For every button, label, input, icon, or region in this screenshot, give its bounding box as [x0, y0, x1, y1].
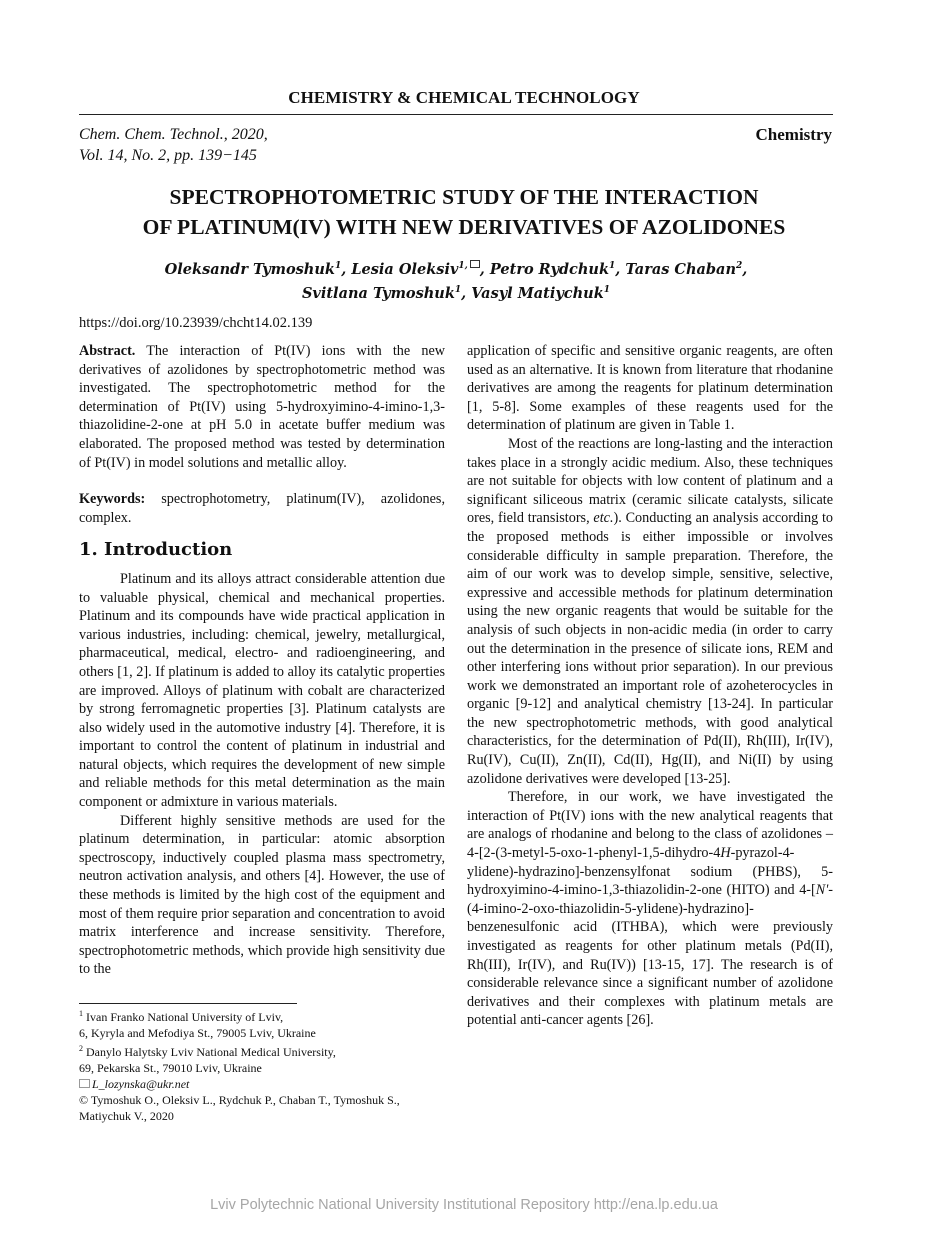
article-title	[0, 182, 928, 242]
author-affiliation: 1	[454, 284, 462, 295]
author-name: Svitlana Tymoshuk	[301, 284, 455, 302]
author-list	[0, 256, 912, 304]
abstract-text: The interaction of Pt(IV) ions with the new derivatives of azolidones by spectrophotometric method was investigated. The spectrophotometric method for the determination of Pt(IV) using 5-hydroxyimino-4-imino-1,3-thiazolidine-2-one at pH 5.0 in acetate buffer medium was elaborated. The proposed method was tested by determination of Pt(IV) in model solutions and metallic alloy.	[79, 343, 445, 471]
footnote-affiliation-2: $^2$ Danylo Halytsky Lviv National Medical University,	[79, 1044, 336, 1059]
journal-name: CHEMISTRY & CHEMICAL TECHNOLOGY	[288, 88, 640, 107]
authors-line-1: Oleksandr Tymoshuk$^1$, Lesia Oleksiv$^{1,}$ , Petro Rydchuk$^1$, Taras Chaban$^2$,	[164, 260, 748, 278]
author-name: Petro Rydchuk	[489, 260, 610, 278]
doi-link[interactable]: https://doi.org/10.23939/chcht14.02.139	[79, 315, 313, 331]
keywords-text: spectrophotometry, platinum(IV), azolidones, complex.	[79, 491, 445, 526]
author-affiliation: 1	[603, 284, 611, 295]
right-column	[467, 342, 833, 1030]
repository-footer: Lviv Polytechnic National University Institutional Repository http://ena.lp.edu.ua	[210, 1197, 718, 1213]
footnote-email	[79, 1076, 445, 1092]
section-label: Chemistry	[755, 125, 832, 144]
citation	[79, 124, 268, 166]
citation-line-2: Vol. 14, No. 2, pp. 139−145	[79, 147, 257, 164]
footnote-copyright: © Tymoshuk O., Oleksiv L., Rydchuk P., Chaban T., Tymoshuk S., Matiychuk V., 2020	[79, 1093, 400, 1123]
author-name: Lesia Oleksiv	[351, 260, 459, 278]
author-affiliation: 2	[736, 261, 743, 271]
author-affiliation: 1	[609, 261, 616, 271]
footnotes	[79, 1006, 445, 1124]
header-rule	[79, 114, 833, 115]
author-affiliation: 1	[334, 261, 342, 271]
paragraph: Most of the reactions are long-lasting and the interaction takes place in a strongly acidic medium. Also, these techniques are not suitable for objects with low content of platinum and a significant siliceous matrix (ceramic silicate catalysts, silicate ores, field transistors, etc.). Conducting an analysis according to the proposed methods is either impossible or involves considerable difficulty in sample preparation. Therefore, the aim of our work was to develop simple, sensitive, selective, expressive and accessible methods for platinum determination using the new organic reagents that would be suitable for the analysis of such objects in non-acidic media (in order to carry out the determination in the presence of silicate ions, REM and other interfering ions without prior separation). In our previous work we demonstrated an important role of azoheterocycles in organic [9-12] and analytical chemistry [13-24]. In particular the new spectrophotometric methods, with good analytical characteristics, for the determination of Pd(II), Rh(III), Ir(IV), Ru(IV), Cu(II), Zn(II), Cd(II), Hg(II), and Ni(II) by using azolidone derivatives were developed [13-25].	[467, 435, 833, 787]
footnote-rule	[79, 1003, 297, 1004]
paragraph: application of specific and sensitive organic reagents, are often used as an alternative. It is known from literature that rhodanine derivatives are among the reagents for platinum determination [1, 5-8]. Some examples of these reagents used for the determination of platinum are given in Table 1.	[467, 343, 833, 434]
authors-line-2: Svitlana Tymoshuk$^1$, Vasyl Matiychuk$^1$	[301, 284, 611, 302]
mail-icon	[79, 1079, 90, 1088]
footnote-address-2: 69, Pekarska St., 79010 Lviv, Ukraine	[79, 1061, 262, 1075]
abstract-label: Abstract.	[79, 343, 136, 359]
author-name: Taras Chaban	[625, 260, 736, 278]
title-line-1: SPECTROPHOTOMETRIC STUDY OF THE INTERACTION	[169, 185, 759, 209]
paragraph: Therefore, in our work, we have investigated the interaction of Pt(IV) ions with the new analytical reagents that are analogs of rhodanine and belong to the class of azolidones – 4-[2-(3-metyl-5-oxo-1-phenyl-1,5-dihydro-4H-pyrazol-4-ylidene)-hydrazino]-benzensylfonat sodium (PHBS), 5-hydroxyimino-4-imino-1,3-thiazolidin-2-one (HITO) and 4-[N'-(4-imino-2-oxo-thiazolidin-5-ylidene)-hydrazino]-benzenesulfonic acid (ITHBA), which were previously investigated as reagents for other platinum metals (Pd(II), Rh(III), Ir(IV), and Ru(IV)) [13-15, 17]. The research is of considerable relevance since a significant number of azolidone derivatives and their complexes with platinum metals are potential anti-cancer agents [26].	[467, 789, 833, 1029]
footnote-affiliation-1: $^1$ Ivan Franko National University of Lviv,	[79, 1009, 284, 1024]
keywords-label: Keywords:	[79, 491, 146, 508]
abstract	[79, 342, 445, 472]
email-link[interactable]: L_lozynska@ukr.net	[92, 1077, 190, 1091]
title-line-2: OF PLATINUM(IV) WITH NEW DERIVATIVES OF AZOLIDONES	[142, 215, 786, 239]
paragraph: Platinum and its alloys attract considerable attention due to valuable physical, chemical and mechanical properties. Platinum and its compounds have wide practical application in various industries, including: chemical, jewelry, metallurgical, pharmaceutical, medical, electro- and radioengineering, and others [1, 2]. If platinum is added to alloy its catalytic properties are improved. Alloys of platinum with cobalt are characterized by strong ferromagnetic properties [3]. Platinum catalysts are also widely used in the automotive industry [4]. Therefore, it is important to control the content of platinum in industrial and natural objects, which requires the development of new simple and reliable methods for this metal determination as the main component or admixture in various materials.	[79, 570, 445, 811]
author-affiliation: 1,	[458, 261, 468, 271]
footnote-address-1: 6, Kyryla and Mefodiya St., 79005 Lviv, Ukraine	[79, 1026, 316, 1040]
author-name: Oleksandr Tymoshuk	[164, 260, 335, 278]
left-column	[79, 342, 445, 979]
keywords	[79, 490, 445, 527]
paragraph: Different highly sensitive methods are used for the platinum determination, in particular: atomic absorption spectroscopy, inductively coupled plasma mass spectrometry, neutron activation analysis, and others [4]. However, the use of these methods is limited by the high cost of the equipment and most of them require prior separation and concentration to avoid matrix interference and increase sensitivity. Therefore, spectrophotometric methods, which provide high sensitivity due to the	[79, 812, 446, 978]
section-heading-introduction: 1. Introduction	[79, 539, 233, 561]
envelope-icon	[470, 260, 480, 268]
citation-line-1: Chem. Chem. Technol., 2020,	[79, 126, 268, 143]
author-name: Vasyl Matiychuk	[471, 284, 604, 302]
